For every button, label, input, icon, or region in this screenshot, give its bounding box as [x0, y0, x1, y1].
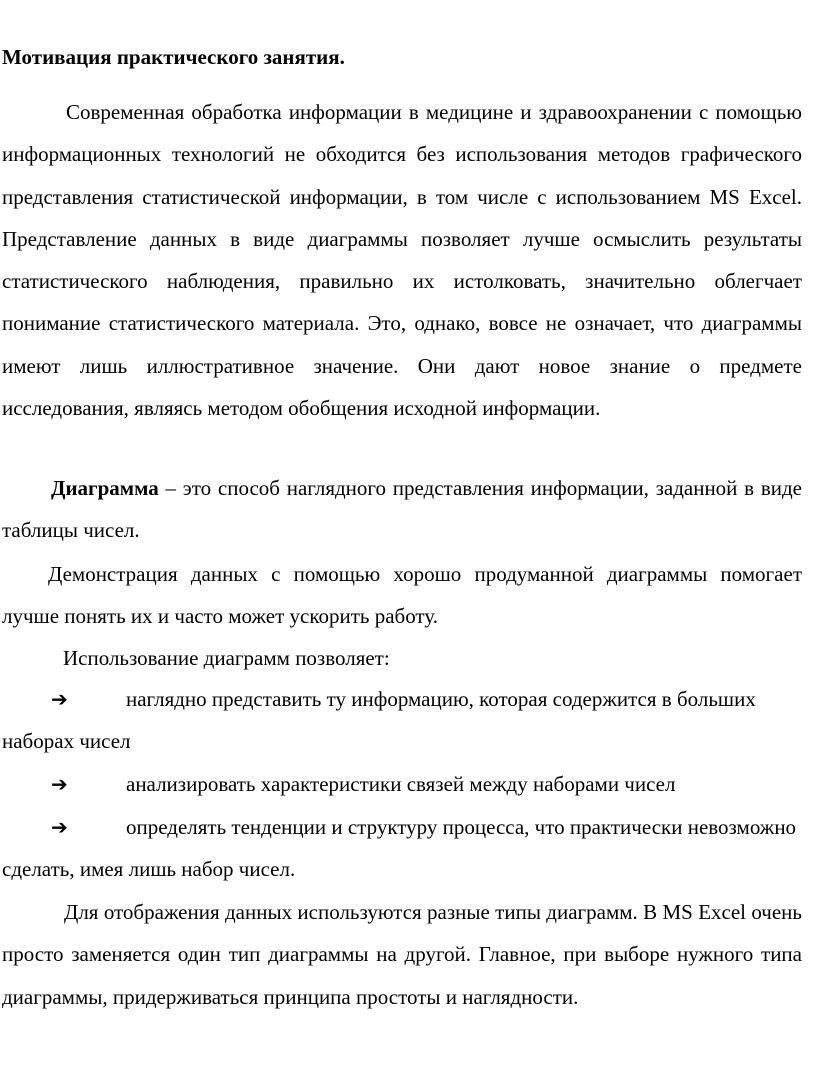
list-item [2, 806, 802, 891]
list-item-text: определять тенденции и структуру процесса, что практически невозможно сделать, имея лишь набор чисел. [2, 815, 797, 882]
demo-paragraph: Демонстрация данных с помощью хорошо продуманной диаграммы помогает лучше понять их и часто может ускорить работу. [2, 562, 802, 629]
arrow-right-icon: ➔ [51, 772, 68, 796]
chart-types-paragraph: Для отображения данных используются разные типы диаграмм. В MS Excel очень просто заменяется один тип диаграммы на другой. Главное, при выборе нужного типа диаграммы, придерживаться принципа простоты и наглядности. [2, 900, 802, 1009]
definition-paragraph [2, 467, 802, 552]
list-item-text: наглядно представить ту информацию, которая содержится в больших наборах чисел [2, 687, 756, 754]
intro-paragraph: Современная обработка информации в медицине и здравоохранении с помощью информационных технологий не обходится без использования методов графического представления статистической информации, в том числе с использованием MS Excel. Представление данных в виде диаграммы позволяет лучше осмыслить результаты статистического наблюдения, правильно их истолковать, значительно облегчает понимание статистического материала. Это, однако, вовсе не означает, что диаграммы имеют лишь иллюстративное значение. Они дают новое знание о предмете исследования, являясь методом обобщения исходной информации. [2, 100, 802, 421]
list-intro: Использование диаграмм позволяет: [63, 646, 390, 670]
list-item-text: анализировать характеристики связей между наборами чисел [126, 772, 676, 796]
arrow-right-icon: ➔ [51, 687, 68, 711]
definition-term: Диаграмма [51, 476, 159, 500]
definition-text: – это способ наглядного представления информации, заданной в виде таблицы чисел. [2, 476, 802, 543]
arrow-right-icon: ➔ [51, 815, 68, 839]
section-heading: Мотивация практического занятия. [2, 45, 345, 69]
list-item [2, 763, 802, 805]
list-item [2, 678, 802, 763]
